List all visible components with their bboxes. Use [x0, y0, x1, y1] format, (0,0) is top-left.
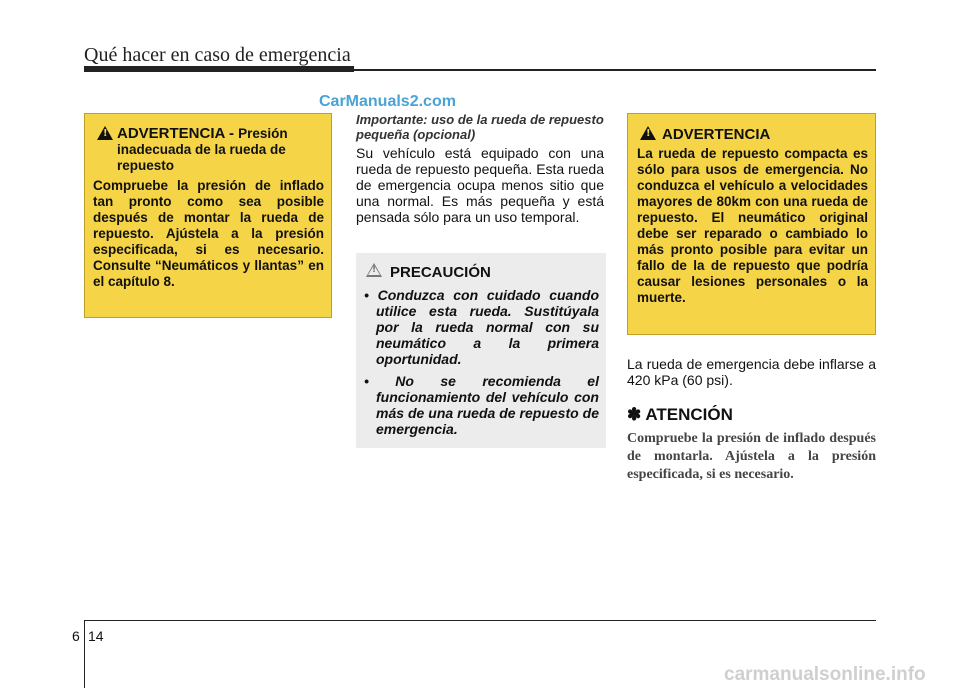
caution-icon	[366, 263, 382, 277]
warning-box-title	[117, 126, 325, 174]
warning-icon	[640, 126, 656, 140]
footer-rule	[84, 620, 876, 621]
footer-divider	[84, 620, 85, 688]
attention-heading	[627, 405, 733, 425]
header-rule-thin	[354, 69, 876, 71]
footer-page-number: 14	[88, 628, 104, 644]
attention-title: ATENCIÓN	[645, 405, 733, 424]
warning-box-title: ADVERTENCIA	[662, 126, 771, 143]
section-subtitle: Importante: uso de la rueda de repuesto pequeña (opcional)	[356, 112, 604, 142]
caution-box	[356, 253, 606, 448]
caution-bullet-1: • Conduzca con cuidado cuando utilice esta rueda. Sustitúyala por la rueda normal con su neumático a la primera oportunidad.	[364, 287, 599, 367]
warning-title-suffix: Presión inadecuada de la rueda de repuesto	[117, 126, 288, 173]
caution-list	[364, 287, 599, 443]
attention-symbol-icon: ✽	[627, 405, 642, 424]
warning-box-compact-spare	[627, 113, 876, 335]
page-header-title: Qué hacer en caso de emergencia	[84, 44, 351, 66]
footer-chapter-number: 6	[72, 628, 80, 644]
header-rule-thick	[84, 66, 354, 72]
caution-title: PRECAUCIÓN	[390, 264, 491, 281]
warning-box-body: Compruebe la presión de inflado tan pronto como sea posible después de montar la rueda de repuesto. Ajústela a la presión especificada, si es necesario. Consulte “Neumáticos y llantas” en el capítulo 8.	[93, 178, 324, 289]
warning-icon	[97, 126, 113, 140]
warning-title-main: ADVERTENCIA -	[117, 125, 239, 142]
caution-bullet-2: • No se recomienda el funcionamiento del vehículo con más de una rueda de repuesto de emergencia.	[364, 373, 599, 437]
warning-box-tire-pressure	[84, 113, 332, 318]
watermark-top: CarManuals2.com	[319, 93, 456, 110]
section-body: Su vehículo está equipado con una rueda de repuesto pequeña. Esta rueda de emergencia ocupa menos sitio que una normal. Es más pequeña y está pensada sólo para un uso temporal.	[356, 145, 604, 225]
inflation-pressure-text: La rueda de emergencia debe inflarse a 420 kPa (60 psi).	[627, 356, 876, 388]
attention-body: Compruebe la presión de inflado después de montarla. Ajústela a la presión especificada, si es necesario.	[627, 431, 876, 482]
warning-box-body: La rueda de repuesto compacta es sólo para usos de emergencia. No conduzca el vehículo a velocidades mayores de 80km con una rueda de repuesto. El neumático original debe ser reparado o cambiado lo más pronto posible para evitar un fallo de la de repuesto que podría causar lesiones personales o la muerte.	[637, 146, 868, 305]
watermark-bottom: carmanualsonline.info	[724, 664, 926, 685]
